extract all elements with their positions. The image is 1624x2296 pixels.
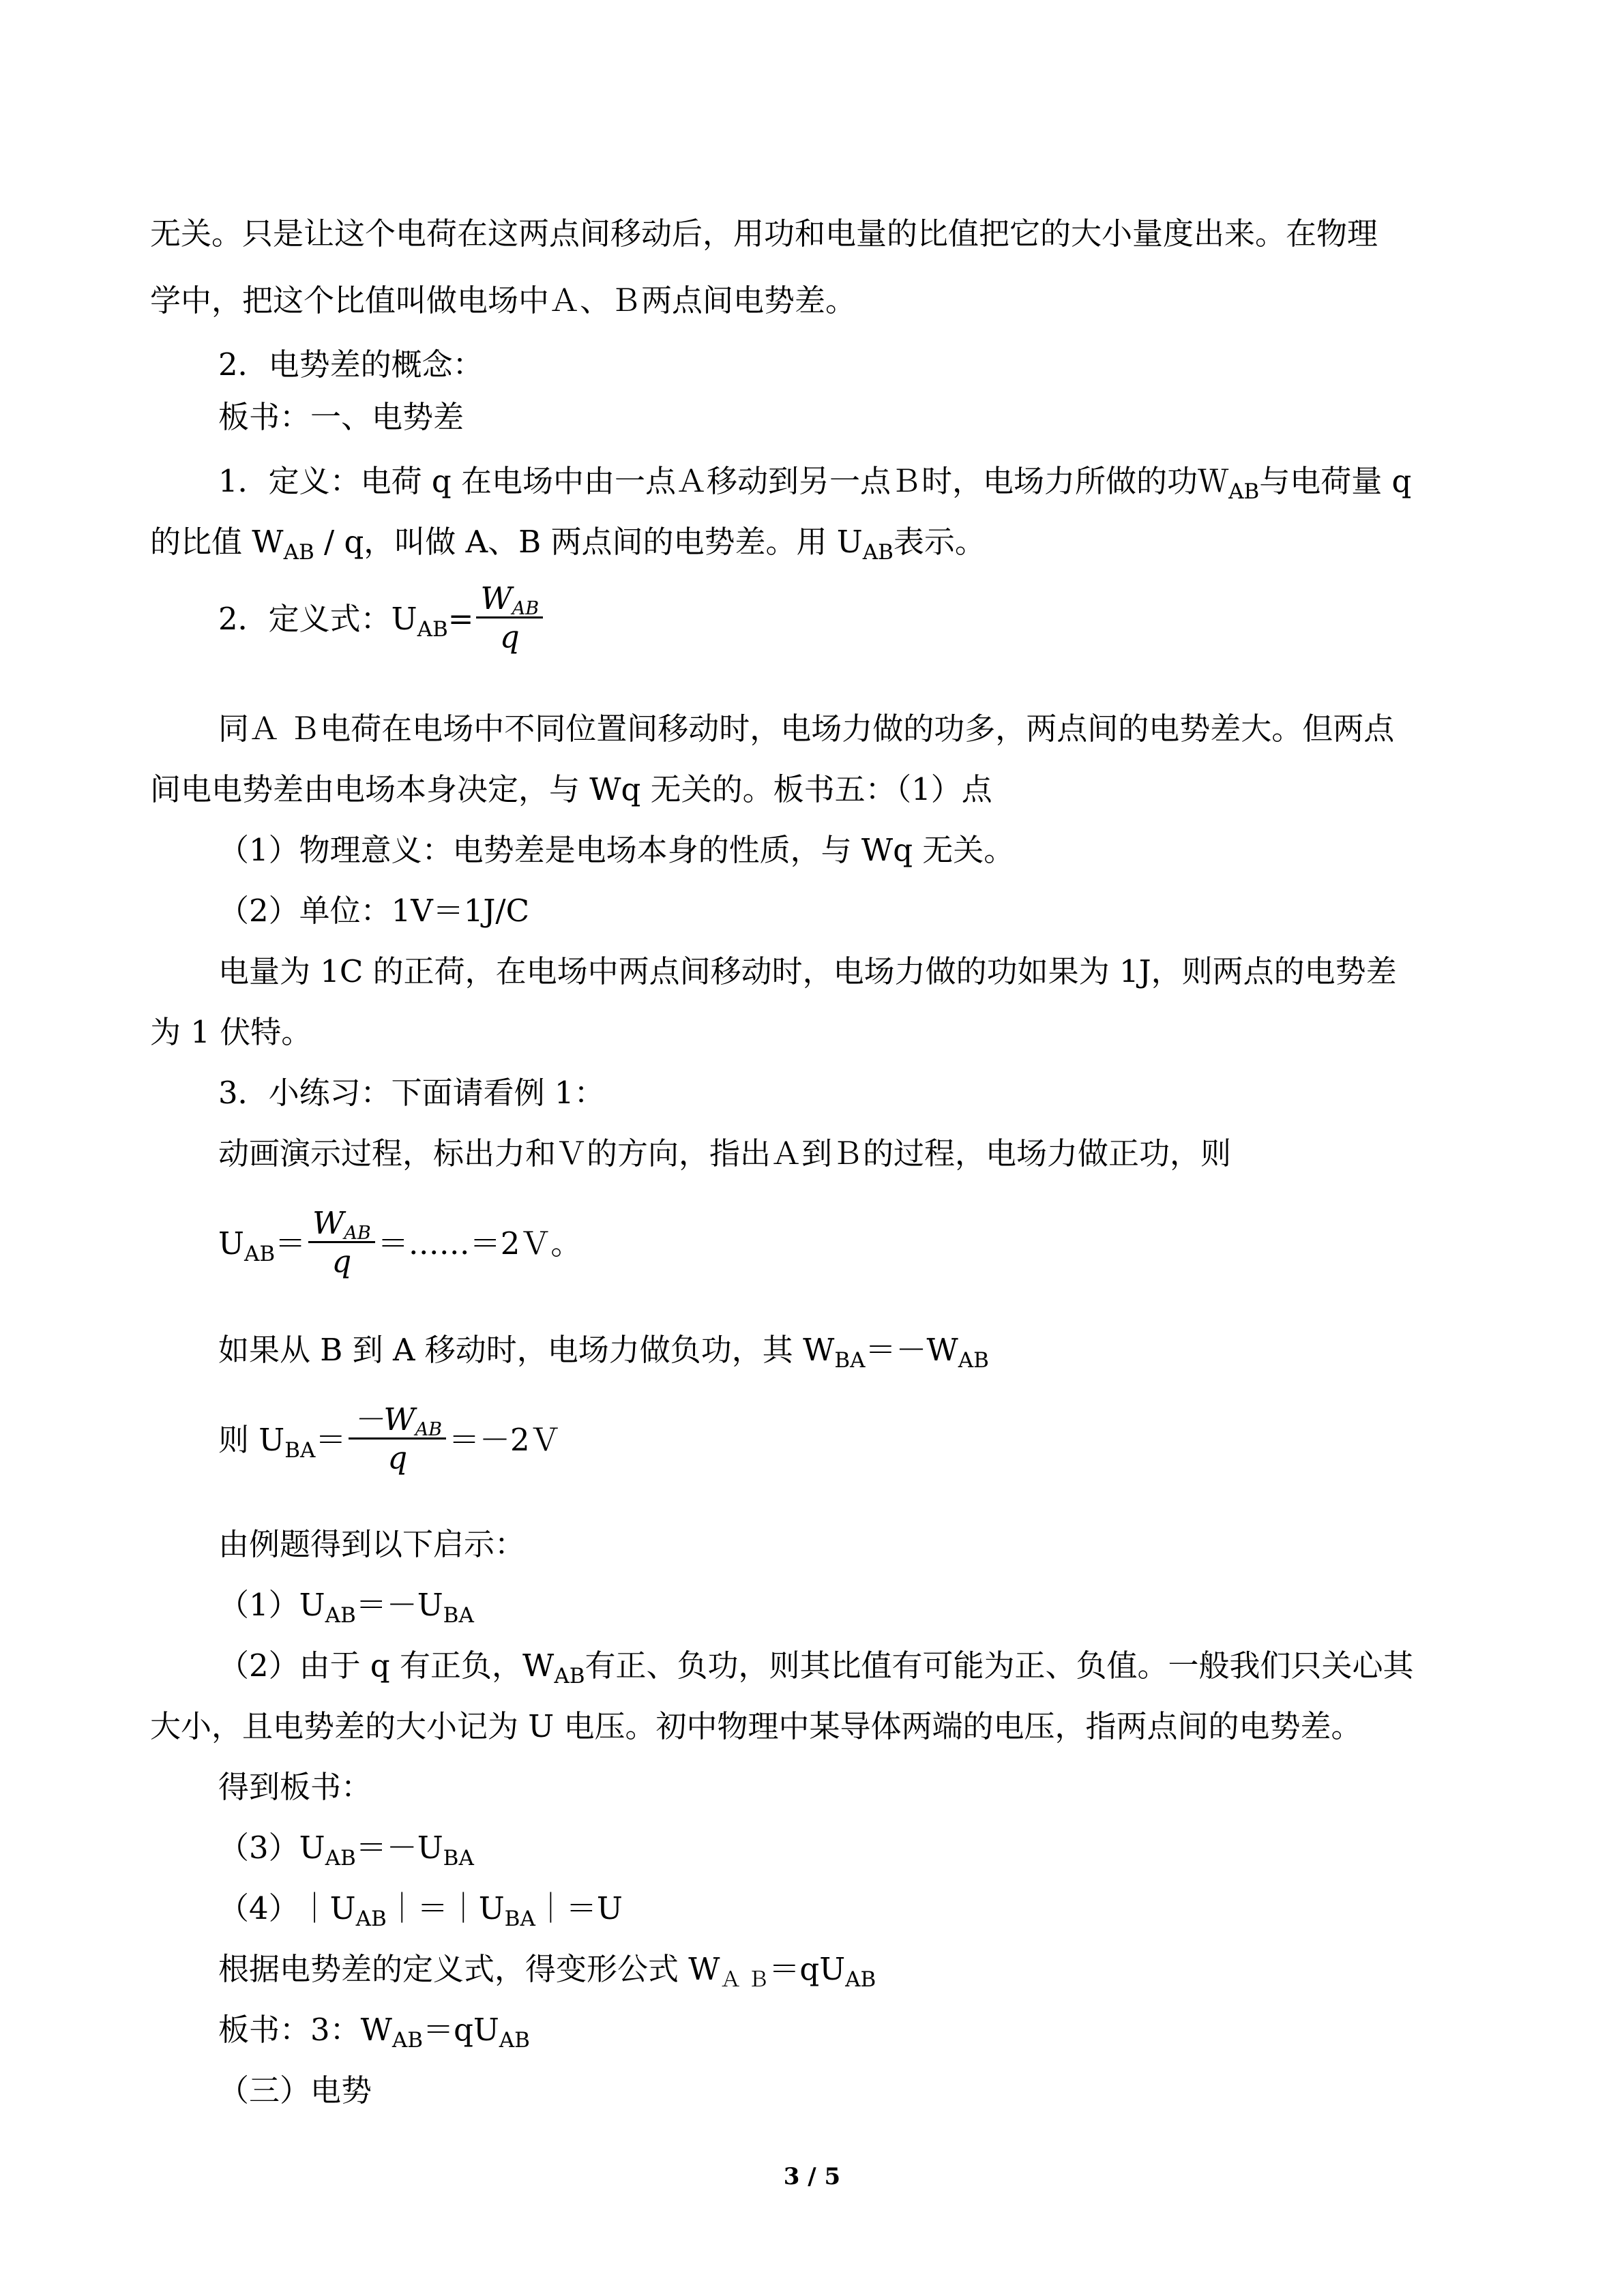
list-item: （1）物理意义：电势差是电场本身的性质，与 Wq 无关。 <box>218 832 1015 868</box>
list-item: $(1)U_{AB}=-U_{BA}$ <box>218 1587 474 1628</box>
paragraph-line: 间电电势差由电场本身决定，与 Wq 无关的。板书五：（1）点 <box>150 771 992 807</box>
list-item: $(4)|U_{AB}|=|U_{BA}|=U$ <box>218 1890 623 1931</box>
paragraph-line: 为 1 伏特。 <box>150 1014 312 1050</box>
paragraph-line: 同Ａ Ｂ电荷在电场中不同位置间移动时，电场力做的功多，两点间的电势差大。但两点 <box>218 711 1395 747</box>
fraction: $\frac{W_{AB}}{q}$ <box>476 582 543 655</box>
paragraph-line: 大小，且电势差的大小记为 U 电压。初中物理中某导体两端的电压，指两点间的电势差。 <box>150 1708 1362 1744</box>
board-note: 板书：一、电势差 <box>218 399 464 435</box>
formula-definition: 2．定义式：$U_{AB}=$ $\frac{W_{AB}}{q}$ <box>218 585 546 658</box>
section-heading: （三）电势 <box>218 2072 372 2108</box>
section-heading: 3．小练习：下面请看例 1： <box>218 1075 605 1111</box>
paragraph-line: 无关。只是让这个电荷在这两点间移动后，用功和电量的比值把它的大小量度出来。在物理 <box>150 215 1378 252</box>
board-note: 得到板书： <box>218 1769 372 1805</box>
paragraph-line: 动画演示过程，标出力和Ｖ的方向，指出Ａ到Ｂ的过程，电场力做正功，则 <box>218 1135 1232 1172</box>
paragraph-line: 如果从 B 到 A 移动时，电场力做负功，其 $W_{BA}=-W_{AB}$ <box>218 1332 989 1373</box>
page-number: 3 / 5 <box>783 2163 841 2190</box>
fraction: $\frac{W_{AB}}{q}$ <box>308 1207 375 1280</box>
formula-line: $U_{AB}=$ $\frac{W_{AB}}{q}$ ＝……＝2Ｖ。 <box>218 1205 582 1279</box>
definition-line: 1．定义：电荷 q 在电场中由一点Ａ移动到另一点Ｂ时，电场力所做的功Ｗ$_{AB}$与电荷量 q <box>218 463 1412 504</box>
fraction: $\frac{-W_{AB}}{q}$ <box>349 1403 446 1476</box>
definition-line: 的比值 $W_{AB}$ / q，叫做 A、B 两点间的电势差。用 $U_{AB}$表示。 <box>150 524 986 565</box>
board-note: 板书：3：$W_{AB}=qU_{AB}$ <box>218 2012 530 2053</box>
list-item: （2）单位：1V＝1J/C <box>218 893 530 929</box>
paragraph-line: 电量为 1C 的正荷，在电场中两点间移动时，电场力做的功如果为 1J，则两点的电势差 <box>218 953 1397 989</box>
formula-line: 则 $U_{BA}=$ $\frac{-W_{AB}}{q}$ ＝－2Ｖ <box>218 1401 561 1476</box>
paragraph-line: 学中，把这个比值叫做电场中Ａ、Ｂ两点间电势差。 <box>150 282 857 318</box>
section-heading: 2．电势差的概念： <box>218 346 484 383</box>
list-item: （2）由于 q 有正负，$W_{AB}$有正、负功，则其比值有可能为正、负值。一般我们只关心其 <box>218 1648 1414 1688</box>
list-item: $(3)U_{AB}=-U_{BA}$ <box>218 1830 474 1870</box>
paragraph-line: 由例题得到以下启示： <box>218 1526 526 1562</box>
paragraph-line: 根据电势差的定义式，得变形公式 $W_{A B}=qU_{AB}$ <box>218 1951 876 1992</box>
